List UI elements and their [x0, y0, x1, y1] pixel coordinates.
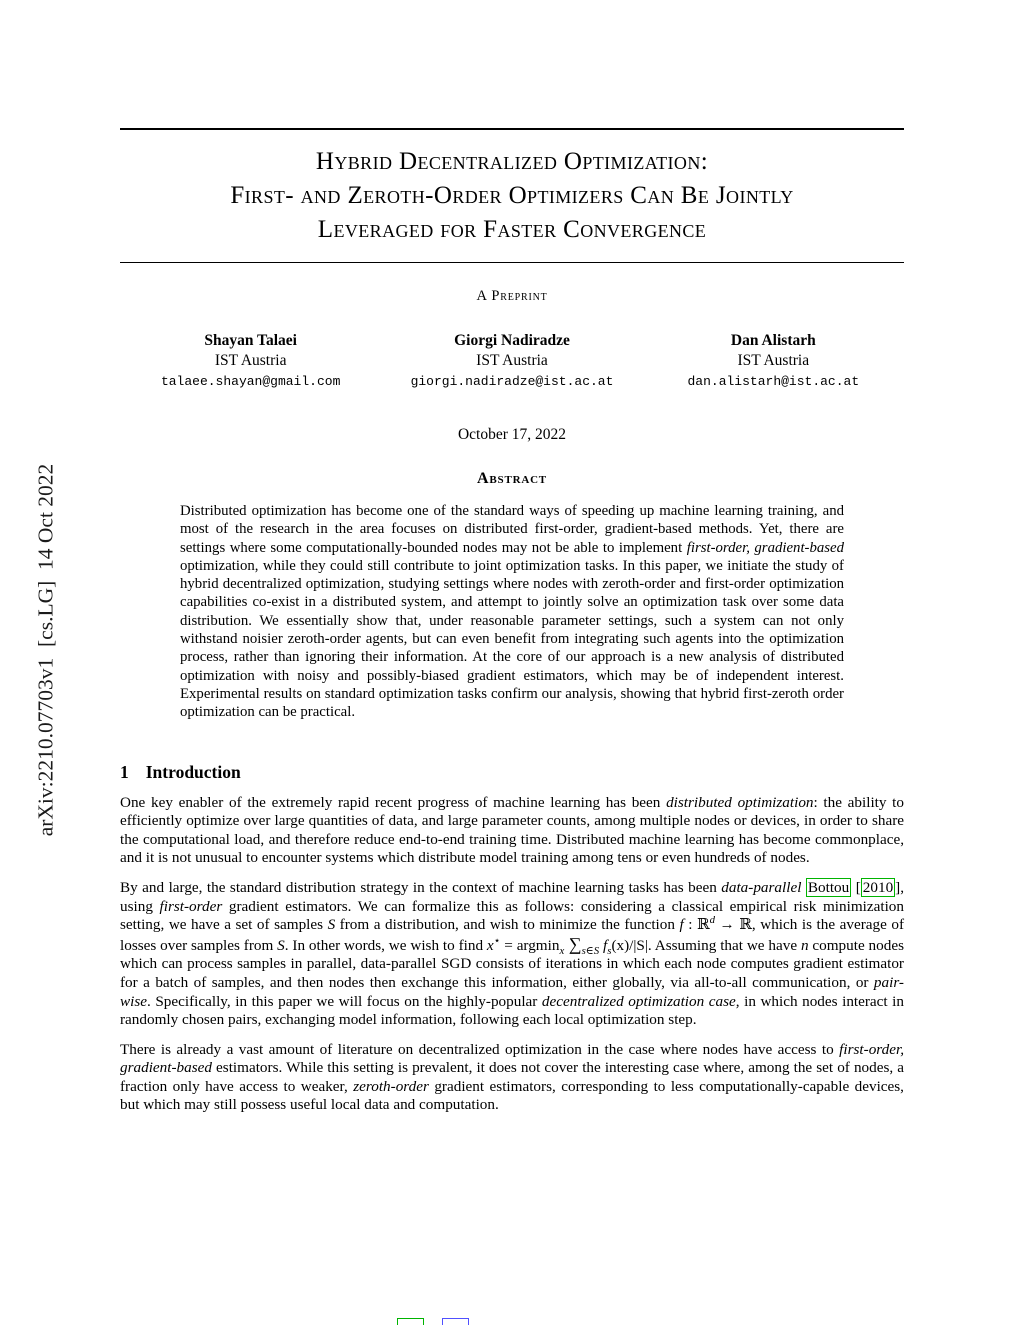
- italic-run: data-parallel: [721, 878, 802, 896]
- section-heading-introduction: [120, 762, 904, 783]
- text-run: , in which nodes interact in randomly chosen pairs, exchanging model information, following each local optimization step.: [120, 992, 904, 1029]
- text-run: Distributed optimization has become one of the standard ways of speeding up machine learning training, and most of the research in the area focuses on distributed first-order, gradient-based methods. Yet, there are settings where some computationally-bounded nodes may not be able to implement: [180, 503, 844, 556]
- title-line-2: First- and Zeroth-Order Optimizers Can Be Jointly: [230, 182, 794, 209]
- author-affiliation: IST Austria: [737, 352, 810, 369]
- text-run: Assuming that we have: [651, 936, 801, 954]
- math-run-argmin: = argmin: [500, 936, 560, 954]
- author-email: talaee.shayan@gmail.com: [160, 374, 341, 389]
- author-email: giorgi.nadiradze@ist.ac.at: [410, 374, 614, 389]
- intro-paragraph-3: [120, 1041, 904, 1115]
- text-run: optimization, while they could still contribute to joint optimization tasks. In this paper, we initiate the study of hybrid decentralized optimization, studying settings where nodes with zeroth-order and first-order optimization capabilities co-exist in a distributed system, and attempt to jointly solve an optimization task over some data distribution. We essentially show that, under reasonable parameter settings, such a system can not only withstand noisier zeroth-order agents, but can even benefit from integrating such agents into the optimization process, rather than ignoring their information. At the core of our approach is a new analysis of distributed optimization with noisy and possibly-biased gradient estimators, which may be of independent interest. Experimental results on standard optimization tasks confirm our analysis, showing that hybrid first-zeroth order optimization can be practical.: [180, 557, 844, 721]
- paper-content: [120, 0, 904, 1115]
- italic-run: pair-wise: [120, 973, 904, 1010]
- text-run: from a distribution, and wish to minimize the function: [335, 916, 680, 934]
- text-run: estimators. While this setting is prevalent, it does not cover the interesting case where, among the set of nodes, a fraction only have access to weaker,: [120, 1059, 904, 1095]
- text-run: : the ability to efficiently optimize over large quantities of data, and large parameter counts, among multiple nodes or devices, in order to share the computational load, and therefore reduce end-to-end training time. Distributed machine learning has become commonplace, and it is not unusual to encounter systems which distribute model training among tens or even hundreds of nodes.: [120, 793, 904, 867]
- author-affiliation: IST Austria: [214, 352, 287, 369]
- title-rule-bottom: [120, 262, 904, 263]
- author-2: [381, 332, 642, 389]
- summation-symbol: ∑: [564, 933, 582, 954]
- italic-run: decentralized optimization case: [541, 992, 736, 1010]
- text-run: By and large, the standard distribution strategy in the context of machine learning tasks has been: [120, 878, 722, 896]
- italic-run: zeroth-order: [353, 1077, 429, 1095]
- arxiv-stamp: arXiv:2210.07703v1 [cs.LG] 14 Oct 2022: [33, 463, 58, 837]
- math-run: (x)/|S|.: [611, 936, 652, 954]
- text-run: . In other words, we wish to find: [284, 936, 487, 954]
- math-run-x: x: [486, 936, 494, 954]
- author-email: dan.alistarh@ist.ac.at: [687, 374, 860, 389]
- author-name: Giorgi Nadiradze: [454, 332, 570, 349]
- text-run: compute nodes which can process samples in parallel, data-parallel SGD consists of iterations in which each node computes gradient estimator for a batch of samples, and then nodes then exchange this information, either globally, via all-to-all communication, or: [120, 936, 904, 991]
- citation-link-year[interactable]: 2010: [862, 878, 894, 896]
- author-1: [120, 332, 381, 389]
- italic-run: distributed optimization: [666, 793, 814, 811]
- paper-date: October 17, 2022: [457, 426, 567, 443]
- author-name: Shayan Talaei: [204, 332, 297, 349]
- math-run-f: f: [599, 936, 608, 954]
- abstract-heading: Abstract: [477, 470, 547, 487]
- math-subscript-x: x: [559, 944, 565, 957]
- text-run: gradient estimators, corresponding to less computationally-capable devices, but which may still possess useful local data and computation.: [120, 1077, 904, 1114]
- author-block: [120, 332, 904, 389]
- math-run-f: f: [679, 916, 684, 934]
- text-run: , which is the average of losses over samples from: [120, 916, 905, 954]
- title-rule-top: [120, 128, 904, 130]
- intro-paragraph-2: [120, 879, 904, 1030]
- math-run: : ℝ: [683, 916, 710, 934]
- intro-paragraph-1: [120, 794, 904, 868]
- section-title: Introduction: [145, 761, 241, 782]
- math-subscript-s: s: [607, 944, 612, 957]
- math-superscript-d: d: [709, 914, 716, 927]
- math-run-S: S: [327, 916, 336, 934]
- section-number: 1: [120, 761, 129, 782]
- math-run-n: n: [800, 936, 809, 954]
- italic-run: first-order, gradient-based: [686, 539, 845, 556]
- math-subscript-s-in-S: s∈S: [581, 944, 600, 957]
- italic-run: first-order, gradient-based: [120, 1040, 904, 1077]
- preprint-label: A Preprint: [476, 288, 548, 304]
- text-run: One key enabler of the extremely rapid recent progress of machine learning has been: [120, 793, 667, 811]
- title-line-3: Leveraged for Faster Convergence: [317, 216, 707, 243]
- italic-run: first-order: [159, 897, 223, 915]
- text-run: gradient estimators. We can formalize this as follows: considering a classical empirical risk minimization setting, we have a set of samples: [120, 897, 904, 934]
- math-run-S: S: [277, 936, 285, 954]
- title-line-1: Hybrid Decentralized Optimization:: [315, 148, 709, 175]
- author-name: Dan Alistarh: [730, 332, 816, 349]
- cropped-citation-box-green[interactable]: [397, 1318, 424, 1325]
- author-3: [643, 332, 904, 389]
- paper-title: [120, 145, 904, 247]
- abstract-text: [180, 502, 844, 722]
- text-run: [: [851, 878, 861, 896]
- text-run: There is already a vast amount of literature on decentralized optimization in the case where nodes have access to: [120, 1040, 840, 1058]
- math-superscript-star: ⋆: [493, 934, 501, 947]
- text-run: ], using: [120, 878, 905, 915]
- citation-link-bottou[interactable]: Bottou: [807, 878, 850, 896]
- author-affiliation: IST Austria: [476, 352, 548, 369]
- text-run: . Specifically, in this paper we will focus on the highly-popular: [147, 992, 542, 1010]
- cropped-citation-box-blue[interactable]: [442, 1318, 469, 1325]
- math-run: → ℝ: [715, 916, 752, 934]
